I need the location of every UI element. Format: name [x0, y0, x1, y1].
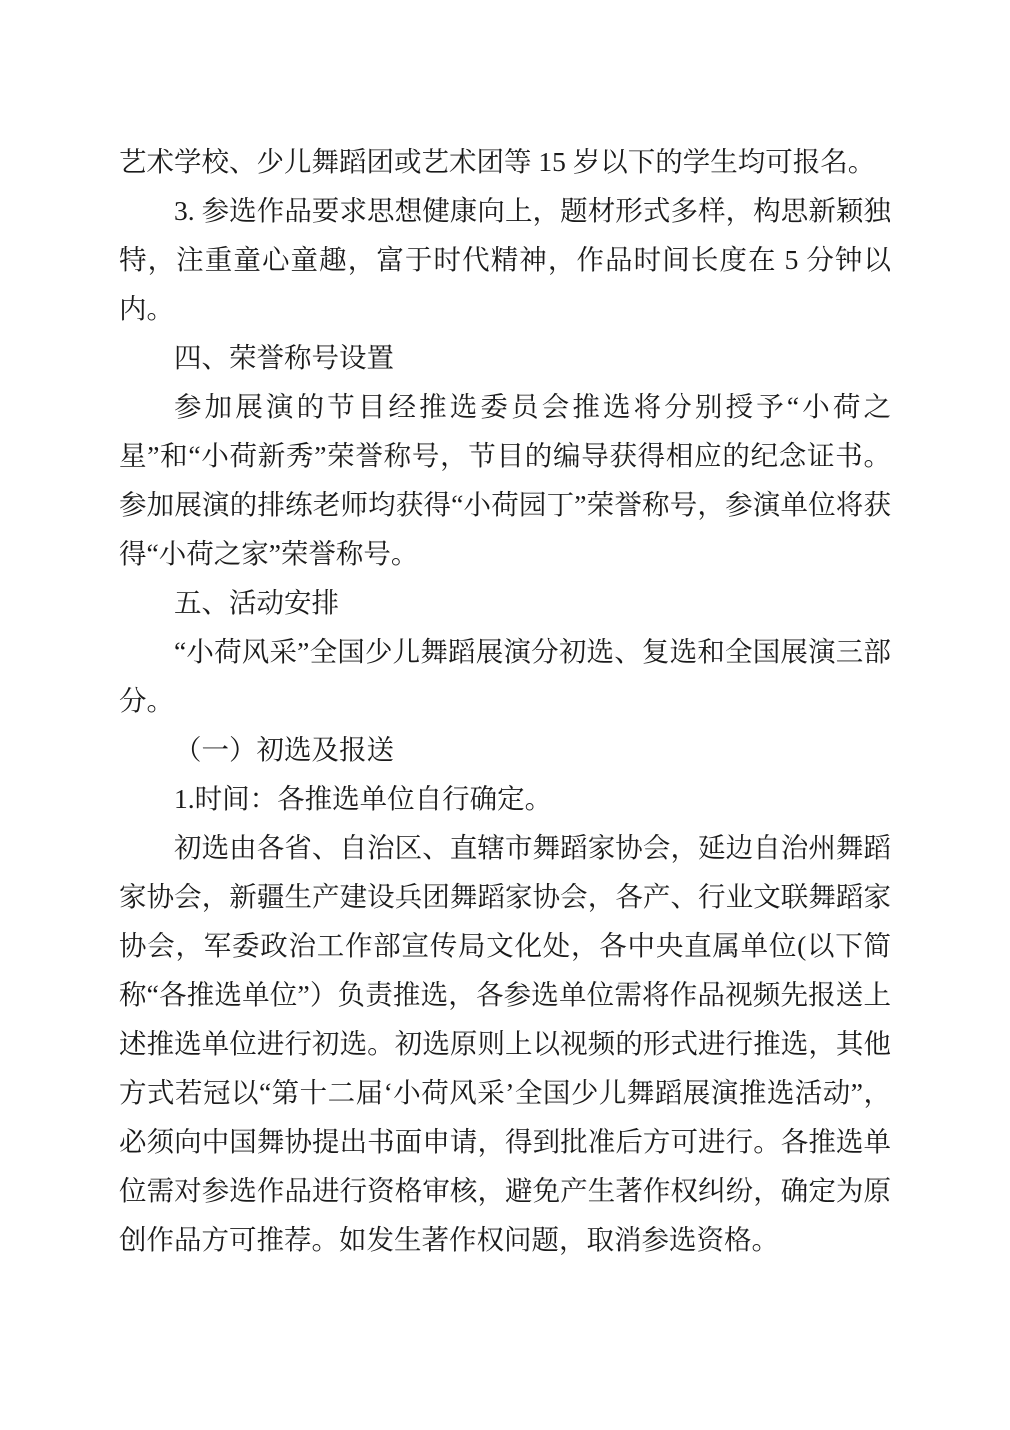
section-heading-honor-titles: 四、荣誉称号设置: [174, 342, 394, 373]
paragraph-exhibition-parts: “小荷风采”全国少儿舞蹈展演分初选、复选和全国展演三部分。: [119, 636, 891, 716]
paragraph-preliminary-time: 1.时间：各推选单位自行确定。: [174, 783, 553, 814]
paragraph-preliminary-details: 初选由各省、自治区、直辖市舞蹈家协会，延边自治州舞蹈家协会，新疆生产建设兵团舞蹈家协会，各产、行业文联舞蹈家协会，军委政治工作部宣传局文化处，各中央直属单位(以下简称“各推选单位”）负责推选，各参选单位需将作品视频先报送上述推选单位进行初选。初选原则上以视频的形式进行推选，其他方式若冠以“第十二届‘小荷风采’全国少儿舞蹈展演推选活动”，必须向中国舞协提出书面申请，得到批准后方可进行。各推选单位需对参选作品进行资格审核，避免产生著作权纠纷，确定为原创作品方可推荐。如发生著作权问题，取消参选资格。: [119, 832, 891, 1255]
section-heading-activity-schedule: 五、活动安排: [174, 587, 339, 618]
paragraph-honor-titles-detail: 参加展演的节目经推选委员会推选将分别授予“小荷之星”和“小荷新秀”荣誉称号，节目的编导获得相应的纪念证书。参加展演的排练老师均获得“小荷园丁”荣誉称号，参演单位将获得“小荷之家”荣誉称号。: [119, 391, 891, 569]
document-body: [119, 137, 891, 1264]
subsection-heading-preliminary-submission: （一）初选及报送: [174, 734, 394, 765]
paragraph-work-requirements: 3. 参选作品要求思想健康向上，题材形式多样，构思新颖独特，注重童心童趣，富于时代精神，作品时间长度在 5 分钟以内。: [119, 195, 891, 324]
paragraph-eligibility-continuation: 艺术学校、少儿舞蹈团或艺术团等 15 岁以下的学生均可报名。: [119, 146, 876, 177]
